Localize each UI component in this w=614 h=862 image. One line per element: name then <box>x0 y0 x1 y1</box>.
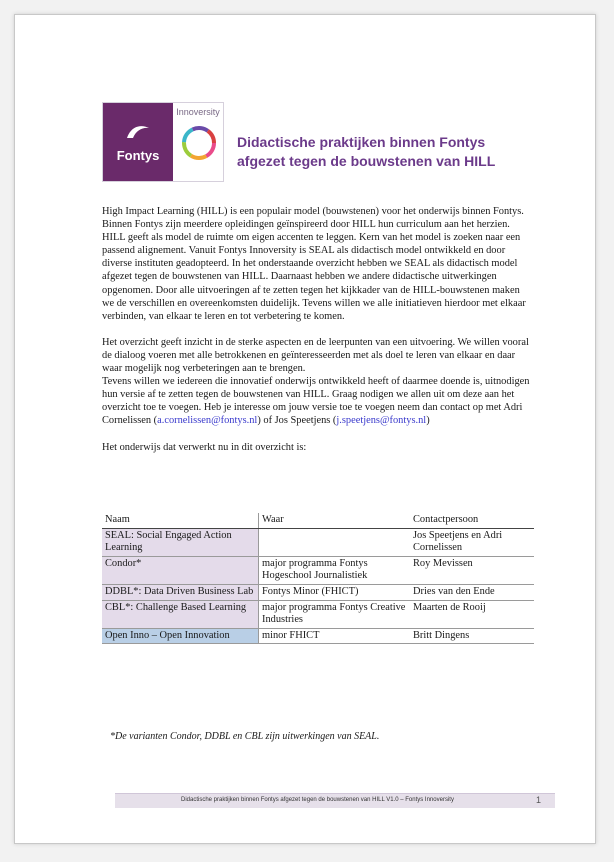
invitation-text: Tevens willen we iedereen die innovatief onderwijs ontwikkeld heeft of daarmee doende is, uitnodigen hun versie af te zetten tegen de bouwstenen van HILL. Graag nodigen we allen uit om deze aan het overzicht toe te voegen. Heb je interesse om jouw versie toe te voegen neem dan contact op met Adri Cornelissen ( <box>102 376 530 427</box>
email-link-cornelissen[interactable]: a.cornelissen@fontys.nl <box>157 415 258 427</box>
education-overview-table <box>102 513 534 644</box>
document-title <box>237 133 537 171</box>
cell-contact: Dries van den Ende <box>410 584 534 600</box>
title-line-1: Didactische praktijken binnen Fontys <box>237 134 486 150</box>
table-row <box>102 628 534 644</box>
table-row <box>102 556 534 584</box>
cell-naam: DDBL*: Data Driven Business Lab <box>102 584 259 600</box>
innoversity-logo-block <box>173 103 223 181</box>
fontys-wordmark: Fontys <box>116 147 160 163</box>
cell-contact: Britt Dingens <box>410 628 534 644</box>
intro-paragraph: High Impact Learning (HILL) is een populair model (bouwstenen) voor het onderwijs binnen Fontys. Binnen Fontys zijn meerdere opleidingen geïnspireerd door HILL hun curriculum aan het herzien. HILL geeft als model de ruimte om eigen accenten te leggen. Kern van het model is zoeken naar een passend alignement. Vanuit Fontys Innoversity is SEAL als didactisch model ontwikkeld en door diverse instituten geadopteerd. In het onderstaande overzicht hebben we SEAL als didactisch model afgezet tegen de bouwstenen van HILL. Daarnaast hebben we andere didactische uitwerkingen opgenomen. Door alle uitvoeringen af te zetten tegen het kijkkader van de HILL-bouwstenen maken we de verschillen en overeenkomsten duidelijk. Tevens willen we alle initiatieven hierdoor met elkaar verbinden, van elkaar te leren en tot verbetering te komen. <box>102 206 526 322</box>
cell-naam: Open Inno – Open Innovation <box>102 628 259 644</box>
cell-contact: Jos Speetjens en Adri Cornelissen <box>410 528 534 556</box>
cell-waar <box>259 528 411 556</box>
fontys-logo-block <box>103 103 173 181</box>
footnote: *De varianten Condor, DDBL en CBL zijn uitwerkingen van SEAL. <box>110 731 380 742</box>
innoversity-ring-icon <box>179 123 219 163</box>
cell-waar: minor FHICT <box>259 628 411 644</box>
overview-text: Het overzicht geeft inzicht in de sterke aspecten en de leerpunten van een uitvoering. We willen vooral de dialoog voeren met alle betrokkenen en geïnteresseerden met als doel te leren van elkaar en daar waar mogelijk nog verbeteringen aan te brengen. <box>102 336 529 375</box>
cell-waar: major programma Fontys Creative Industries <box>259 600 411 628</box>
contact-between-text: ) of Jos Speetjens ( <box>257 415 337 427</box>
header-naam: Naam <box>102 513 259 528</box>
cell-waar: Fontys Minor (FHICT) <box>259 584 411 600</box>
document-body <box>102 205 532 467</box>
header-waar: Waar <box>259 513 411 528</box>
table-header-row <box>102 513 534 528</box>
document-page <box>14 14 596 844</box>
page-footer <box>115 793 555 808</box>
contact-after-text: ) <box>426 415 430 427</box>
header-contactpersoon: Contactpersoon <box>410 513 534 528</box>
table-row <box>102 600 534 628</box>
footer-text: Didactische praktijken binnen Fontys afgezet tegen de bouwstenen van HILL V1.0 – Fontys Innoversity <box>181 797 454 803</box>
cell-naam: SEAL: Social Engaged Action Learning <box>102 528 259 556</box>
overview-paragraph <box>102 336 532 428</box>
table-intro-paragraph: Het onderwijs dat verwerkt nu in dit overzicht is: <box>102 441 307 453</box>
table-row <box>102 584 534 600</box>
fontys-emblem-icon <box>125 122 151 140</box>
cell-naam: Condor* <box>102 556 259 584</box>
cell-contact: Roy Mevissen <box>410 556 534 584</box>
email-link-speetjens[interactable]: j.speetjens@fontys.nl <box>336 415 427 427</box>
cell-waar: major programma Fontys Hogeschool Journalistiek <box>259 556 411 584</box>
cell-contact: Maarten de Rooij <box>410 600 534 628</box>
fontys-innoversity-logo <box>102 102 224 182</box>
innoversity-tagline: Innoversity <box>176 107 220 117</box>
page-number: 1 <box>535 795 541 805</box>
table-row <box>102 528 534 556</box>
title-line-2: afgezet tegen de bouwstenen van HILL <box>237 153 496 169</box>
cell-naam: CBL*: Challenge Based Learning <box>102 600 259 628</box>
